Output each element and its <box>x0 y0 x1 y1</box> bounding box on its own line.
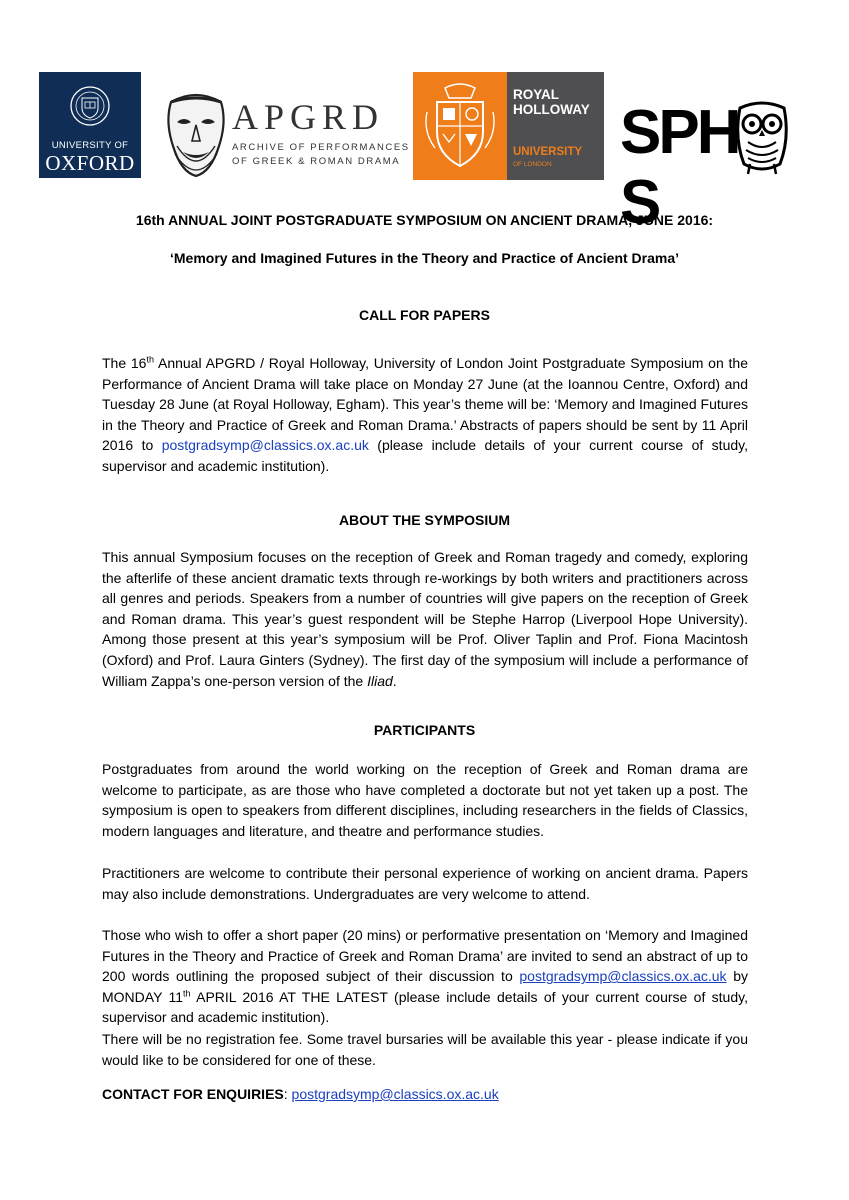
call-for-papers-heading: CALL FOR PAPERS <box>359 307 490 323</box>
about-heading: ABOUT THE SYMPOSIUM <box>338 512 511 528</box>
about-paragraph <box>102 547 748 691</box>
call-for-papers-paragraph <box>102 353 748 477</box>
document-title: 16th ANNUAL JOINT POSTGRADUATE SYMPOSIUM ON ANCIENT DRAMA, JUNE 2016: <box>135 212 714 228</box>
call-text-c: (please include details of your current course of study, supervisor and academic institution). <box>102 437 748 474</box>
about-text: This annual Symposium focuses on the reception of Greek and Roman tragedy and comedy, exploring the afterlife of these ancient dramatic texts through re-workings by both writers and practitioners across all genres and periods. Speakers from a number of countries will give papers on the reception of Greek and Roman drama. This year’s guest respondent will be Stephe Harrop (Liverpool Hope University). Among those present at this year’s symposium will be Prof. Oliver Taplin and Prof. Fiona Macintosh (Oxford) and Prof. Laura Ginters (Sydney). The first day of the symposium will include a performance of William Zappa’s one-person version of the <box>102 549 748 689</box>
contact-separator: : <box>283 1086 292 1102</box>
apgrd-logo-subtitle-2: OF GREEK & ROMAN DRAMA <box>232 156 401 167</box>
contact-line <box>102 1084 499 1104</box>
contact-email-link[interactable]: postgradsymp@classics.ox.ac.uk <box>291 1086 499 1102</box>
participants-paragraph-1: Postgraduates from around the world working on the reception of Greek and Roman drama are welcome to participate, as are those who have completed a doctorate but not yet taken up a post. The symposium is open to speakers from different disciplines, including researchers in the fields of Classics, modern languages and literature, and theatre and performance studies. <box>102 761 748 839</box>
rh-line-royal: ROYAL <box>513 87 560 102</box>
participants-heading: PARTICIPANTS <box>373 722 476 738</box>
p3-text-a: Those who wish to offer a short paper (20 mins) or performative presentation on ‘Memory and Imagined Futures in the Theory and Practice of Greek and Roman Drama’ are invited to send an abstract of up to 200 words outlining the proposed subject of their discussion to <box>102 927 748 985</box>
rh-line-holloway: HOLLOWAY <box>513 102 590 117</box>
owl-icon <box>730 98 794 178</box>
rh-line-of-london: OF LONDON <box>513 161 552 168</box>
p3-text-sup: th <box>183 988 191 999</box>
document-subtitle: ‘Memory and Imagined Futures in the Theory and Practice of Ancient Drama’ <box>169 250 680 266</box>
call-email-link[interactable]: postgradsymp@classics.ox.ac.uk <box>161 437 369 454</box>
royal-holloway-crest-panel <box>413 72 507 180</box>
oxford-crest-icon <box>69 78 111 136</box>
call-text-b: Annual APGRD / Royal Holloway, University of London Joint Postgraduate Symposium on the Performance of Ancient Drama will take place on Monday 27 June (at the Ioannou Centre, Oxford) and Tuesday 28 June (at Royal Holloway, Egham). This year’s theme will be: ‘Memory and Imagined Futures in the Theory and Practice of Greek and Roman Drama.’ Abstracts of papers should be sent by 11 April 2016 to <box>102 355 748 454</box>
about-text-end: . <box>392 672 397 689</box>
contact-label: CONTACT FOR ENQUIRIES <box>102 1086 284 1102</box>
sphs-logo <box>618 96 798 237</box>
apgrd-logo <box>163 92 410 182</box>
participants-paragraph-4: There will be no registration fee. Some travel bursaries will be available this year - please indicate if you would like to be considered for one of these. <box>102 1031 748 1068</box>
theatre-mask-icon <box>163 92 229 182</box>
royal-holloway-wordmark <box>507 72 604 180</box>
call-text-sup: th <box>146 354 154 365</box>
about-text-iliad: Iliad <box>367 672 393 689</box>
oxford-logo-line1: UNIVERSITY OF <box>51 140 129 151</box>
apgrd-logo-title: APGRD <box>232 97 385 137</box>
call-text-a: The 16 <box>102 355 147 371</box>
participants-email-link[interactable]: postgradsymp@classics.ox.ac.uk <box>519 968 727 985</box>
oxford-logo-line2: OXFORD <box>45 151 135 175</box>
oxford-logo <box>39 72 141 178</box>
apgrd-logo-subtitle-1: ARCHIVE OF PERFORMANCES <box>232 142 410 153</box>
participants-paragraph-3 <box>102 925 748 1028</box>
rh-line-university: UNIVERSITY <box>513 146 583 158</box>
p3-text-c: APRIL 2016 AT THE LATEST (please include details of your current course of study, supervisor and academic institution). <box>102 988 748 1026</box>
sphs-logo-text: SPHS <box>620 98 739 237</box>
royal-holloway-crest-icon <box>423 82 497 170</box>
p3-text-b: by MONDAY 11 <box>102 968 748 1005</box>
participants-paragraph-2: Practitioners are welcome to contribute their personal experience of working on ancient drama. Papers may also include demonstrations. Undergraduates are very welcome to attend. <box>102 865 748 902</box>
